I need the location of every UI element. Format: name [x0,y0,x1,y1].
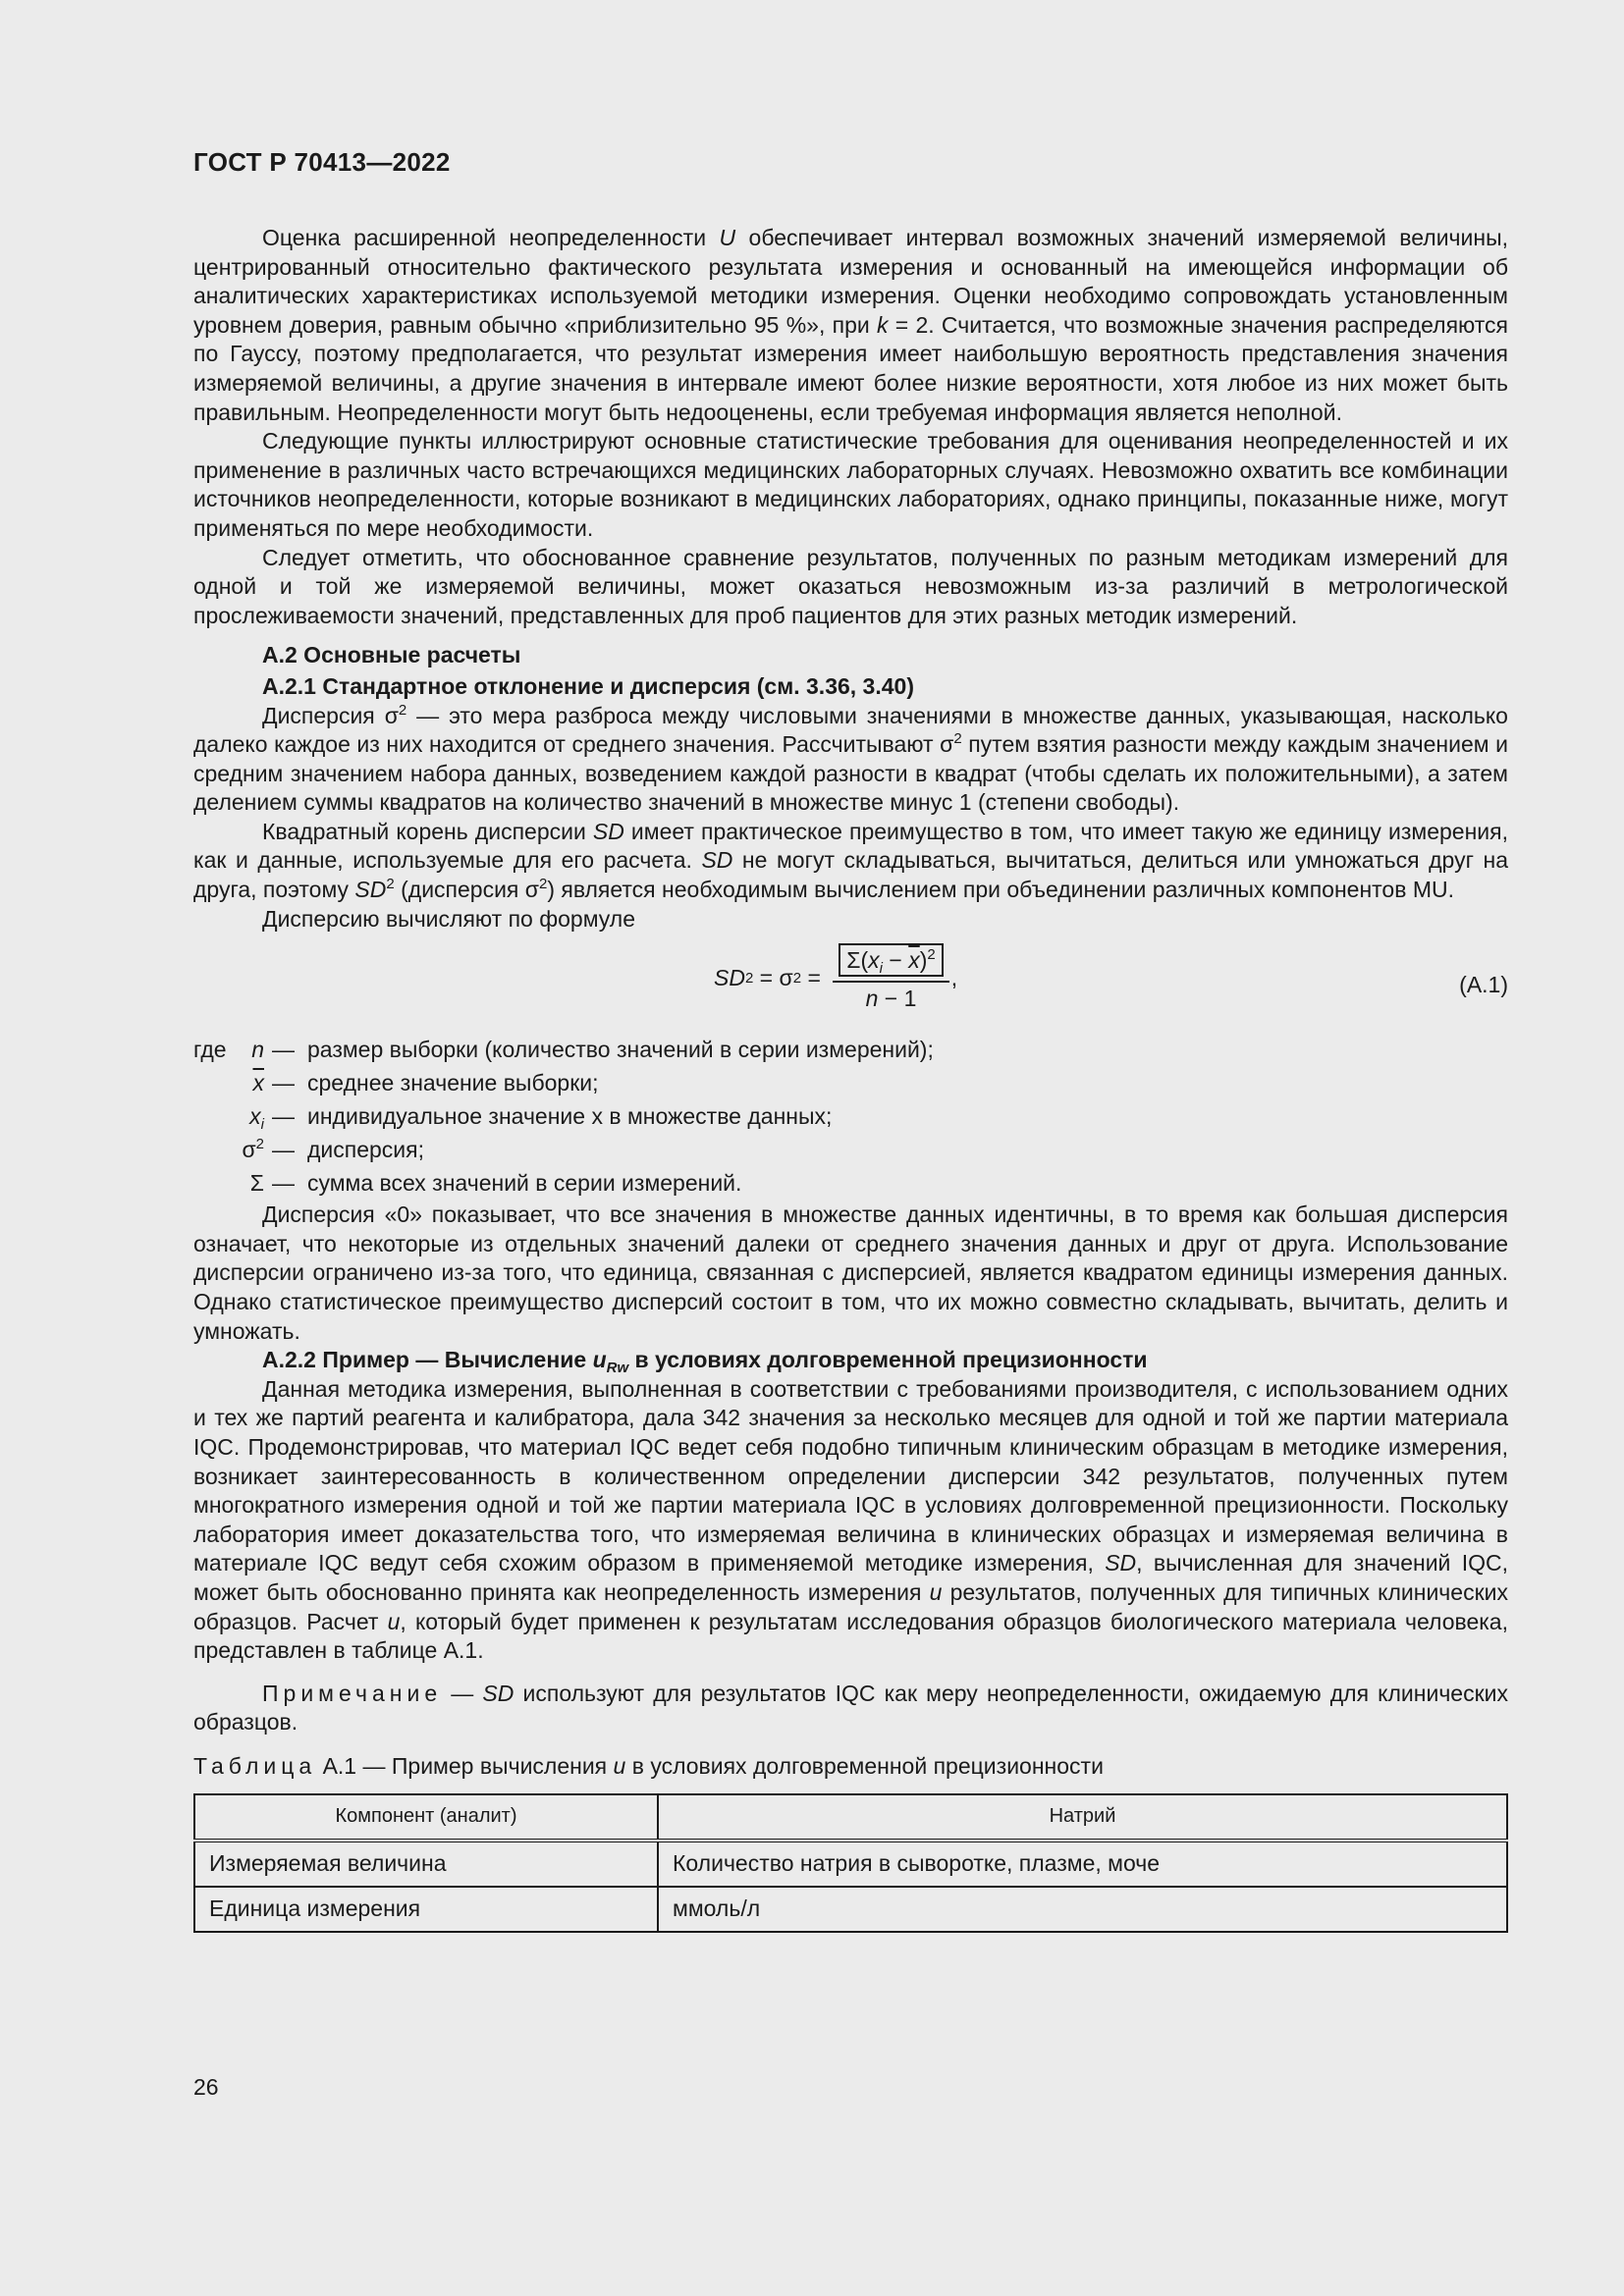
table-a1 [193,1793,1508,1933]
paragraph-statistical-requirements: Следующие пункты иллюстрируют основные статистические требования для оценивания неопределенностей и их применение в различных часто встречающихся медицинских лабораторных случаях. Невозможно охватить все комбинации источников неопределенности, которые возникают в медицинских лабораториях, однако принципы, показанные ниже, могут применяться по мере необходимости. [193,428,1508,541]
formula-a1 [193,939,1508,1034]
formula-number: (А.1) [1459,972,1508,998]
note-paragraph: Примечание — SD используют для результатов IQC как меру неопределенности, ожидаемую для клинических образцов. [193,1680,1509,1735]
table-header-cell: Натрий [658,1794,1507,1841]
paragraph-variance-zero: Дисперсия «0» показывает, что все значения в множестве данных идентичны, в то время как большая дисперсия означает, что некоторые из отдельных значений далеки от среднего значения данных и друг от друга. Использование дисперсии ограничено из-за того, что единица, связанная с дисперсией, является квадратом единицы измерения данных. Однако статистическое преимущество дисперсий состоит в том, что их можно совместно складывать, вычитать, делить и умножать. [193,1201,1508,1344]
section-heading-a2: А.2 Основные расчеты [262,642,521,668]
table-caption: Таблица А.1 — Пример вычисления u в условиях долговременной прецизионности [193,1752,1104,1779]
definition-row: где n — размер выборки (количество значений в серии измерений); [193,1037,934,1063]
formula-definitions [193,1034,1508,1201]
table-row [194,1887,1507,1932]
section-heading-a21: А.2.1 Стандартное отклонение и дисперсия (см. 3.36, 3.40) [262,672,914,699]
paragraph-sd-definition: Квадратный корень дисперсии SD имеет практическое преимущество в том, что имеет такую же единицу измерения, как и данные, используемые для его расчета. SD не могут складываться, вычитаться, делиться или умножаться друг на друга, поэтому $SD^2$ (дисперсия $\sigma^2$) является необходимым вычислением при объединении различных компонентов MU. [193,818,1508,903]
paragraph-expanded-uncertainty: Оценка расширенной неопределенности U обеспечивает интервал возможных значений измеряемой величины, центрированный относительно фактического результата измерения и основанный на имеющейся информации об аналитических характеристиках используемой методики измерения. Оценки необходимо сопровождать установленным уровнем доверия, равным обычно «приблизительно 95 %», при k = 2. Считается, что возможные значения распределяются по Гауссу, поэтому предполагается, что результат измерения имеет наибольшую вероятность представления значения измеряемой величины, а другие значения в интервале имеют более низкие вероятности, хотя любое из них может быть правильным. Неопределенности могут быть недооценены, если требуемая информация является неполной. [193,225,1508,425]
table-cell: ммоль/л [658,1887,1507,1932]
formula-bracket: $\Sigma(x_i - \overline{x})^2$ [839,943,943,977]
definition-row: $\overline{x}$ — среднее значение выборки; [252,1070,599,1096]
table-row [194,1841,1507,1887]
paragraph-formula-intro: Дисперсию вычисляют по формуле [262,905,635,932]
table-header-cell: Компонент (аналит) [194,1794,658,1841]
formula-fraction [833,943,948,1014]
definition-row: Σ — сумма всех значений в серии измерений. [249,1170,742,1197]
table-cell: Единица измерения [194,1887,658,1932]
paragraph-comparison-note: Следует отметить, что обоснованное сравнение результатов, полученных по разным методикам измерений для одной и той же измеряемой величины, может оказаться невозможным из-за различий в метрологической прослеживаемости значений, представленных для проб пациентов для этих разных методик измерений. [193,544,1508,628]
table-cell: Измеряемая величина [194,1841,658,1887]
document-code: ГОСТ Р 70413—2022 [193,147,451,177]
formula-numerator [833,943,948,983]
definition-row: $\sigma^2$ — дисперсия; [242,1136,424,1163]
paragraph-example-method: Данная методика измерения, выполненная в соответствии с требованиями производителя, с использованием одних и тех же партий реагента и калибратора, дала 342 значения за несколько месяцев для одной и той же партии материала IQC. Продемонстрировав, что материал IQC ведет себя подобно типичным клиническим образцам в методике измерения, возникает заинтересованность в количественном определении дисперсии 342 результатов, полученных путем многократного измерения одной и той же партии материала IQC в условиях долговременной прецизионности. Поскольку лаборатория имеет доказательства того, что измеряемая величина в клинических образцах и измеряемая величина в материале IQC ведут себя схожим образом в применяемой методике измерения, SD, вычисленная для значений IQC, может быть обоснованно принята как неопределенность измерения u результатов, полученных для типичных клинических образцов. Расчет u, который будет применен к результатам исследования образцов биологического материала человека, представлен в таблице А.1. [193,1375,1508,1664]
table-header-row [194,1794,1507,1841]
paragraph-variance-definition: Дисперсия $\sigma^2$ — это мера разброса между числовыми значениями в множестве данных, указывающая, насколько далеко каждое из них находится от среднего значения. Рассчитывают $\sigma^2$ путем взятия разности между каждым значением и средним значением набора данных, возведением каждой разности в квадрат (чтобы сделать их положительными), а затем делением суммы квадратов на количество значений в множестве минус 1 (степени свободы). [193,701,1508,816]
definition-row: $x_i$ — индивидуальное значение x в множестве данных; [249,1103,833,1134]
table-cell: Количество натрия в сыворотке, плазме, моче [658,1841,1507,1887]
page-number: 26 [193,2074,219,2100]
formula-body: SD 2 = σ 2 = $\frac{\Sigma(x_i - \overline{x})^2}{n - 1}$ , [714,943,957,1014]
section-heading-a22: А.2.2 Пример — Вычисление $u_{Rw}$ в условиях долговременной прецизионности [262,1347,1148,1377]
formula-denominator: n − 1 [865,986,917,1012]
page-content [193,224,1508,1933]
